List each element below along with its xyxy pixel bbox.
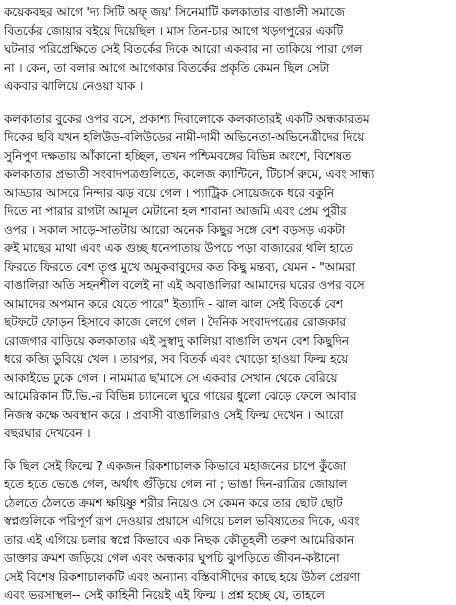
text-line: স্বপ্নগুলিকে পরিপূর্ণ রূপ দেওয়ার প্রয়াসে এগিয়ে চলল ভবিষ্যতের দিকে, এবং xyxy=(4,514,360,528)
paragraph-3 xyxy=(4,457,452,605)
text-line: সুনিপুণ দক্ষতায় আঁকানো হচ্ছিল, তখন পশ্চিমবঙ্গের বিভিন্ন অংশে, বিশেষত xyxy=(4,148,352,163)
text-line: বছরঘার দেখবেন । xyxy=(4,426,91,440)
text-line: কয়েকবছর আগে 'দ্য সিটি অফ্ জয়' সিনেমাটি কলকাতার বাঙালী সমাজে xyxy=(4,5,345,19)
text-line: হতে হতে ভেঙে গেল, অর্থাৎ গুঁড়িয়ে গেল না ; ভাঙা দিন-রাত্রির জোয়াল xyxy=(4,477,348,491)
text-line: দিকের ছবি যখন হলিউড-বলিউডের নামী-দামী অভিনেতা-অভিনেত্রীদের দিয়ে xyxy=(4,130,365,144)
text-line: ঘটনার পরিপ্রেক্ষিতে সেই বিতর্কের দিকে আরো একবার না তাকিয়ে পারা গেল xyxy=(4,42,363,56)
text-line: তার এই এগিয়ে চলার স্বপ্নে কিভাবে এক নিছক কৌতূহলী তরুণ আমেরিকান xyxy=(4,532,355,547)
text-line: ধরে কব্জি ডুবিয়ে খেল । তারপর, সব বিতর্ক এবং খোড়ো হাওয়া ফিল্ম হয়ে xyxy=(4,352,349,366)
text-line: কলকাতার বুকের ওপর বসে, প্রকাশ্য দিবালোকে কলকাতারই একটি অন্ধকারতম xyxy=(4,111,370,126)
text-line: কি ছিল সেই ফিল্মে ? একজন রিকশাচালক কিভাবে মহাজনের চাপে কুঁজো xyxy=(4,458,347,473)
text-line: আড্ডার আসরে নিন্দার ঝড় বয়ে গেল । প্যাট্রিক সোয়েজকে ধরে বকুনি xyxy=(4,185,335,200)
text-line: ঠেলতে ঠেলতে ক্রমশ ক্ষয়িষ্ণু শরীর নিয়েও সে কেমন করে তার ছোট ছোট xyxy=(4,495,343,510)
text-line: সেই বিশেষ রিকশাচালকটি এবং অন্যান্য বস্তিবাসীদের কাছে হয়ে উঠল প্রেরণা xyxy=(4,569,361,584)
text-line: আমাদের অপমান করে যেতে পারে" ইত্যাদি - ঝাল ঝাল সেই বিতর্কে বেশ xyxy=(4,296,343,311)
text-line: আকাইভে ঢুকে গেল । নামমাত্র ছ'মাসে সে একবার সেখান থেকে বেরিয়ে xyxy=(4,370,338,385)
text-line: ডাক্তার ক্রমশ জড়িয়ে গেল এবং অন্ধকার ঘুপচি ঝুপড়িতে জীবন-কষ্টানো xyxy=(4,551,340,565)
text-line: কলকাতার প্রভাতী সংবাদপত্রগুলিতে, কলেজ ক্যান্টিনে, টিচার্স রুমে, এবং সান্ধ্য xyxy=(4,167,375,181)
text-line: নিজস্ব কক্ষে অবস্থান করে । প্রবাসী বাঙালিরাও সেই ফিল্ম দেখেন । আরো xyxy=(4,407,344,422)
text-line: এবং ভরসাস্থল-- সেই কাহিনী নিয়েই এই ফিল্ম । প্রশ্ন হচ্ছে যে, তাহলে xyxy=(4,588,325,602)
text-line: ওপর । সকাল সাড়ে-সাতটায় আরো অনেক কিছুর সঙ্গে বেশ বড়সড় একটা xyxy=(4,222,346,237)
text-line: রোজগার বাড়িয়ে কলকাতার এই সুস্বাদু কালিয়া বাঙালি তখন বেশ কিছুদিন xyxy=(4,333,349,348)
text-line: একবার ঝালিয়ে নেওয়া যাক । xyxy=(4,79,144,93)
text-line: বাঙালিরা অতি সহনশীল বলেই না এই অবাঙালিরা আমাদের ঘরের ওপর বসে xyxy=(4,278,365,292)
paragraph-gap xyxy=(4,443,452,457)
paragraph-2 xyxy=(4,110,452,443)
text-line: ছটফটে ফোড়ন হিসাবে কাজে লেগে গেল । দৈনিক সংবাদপত্রের রোজকার xyxy=(4,315,347,329)
text-line: বিতর্কের জোয়ার বইয়ে দিয়েছিল । মাস তিন-চার আগে খড়গপুরের একটি xyxy=(4,23,343,38)
text-line: না । কেন, তা বলার আগে আগেকার বিতর্কের প্রকৃতি কেমন ছিল সেটা xyxy=(4,60,330,75)
paragraph-gap xyxy=(4,96,452,110)
text-line: ফিরতে ফিরতে বেশ তৃপ্ত মুখে অমুকবাবুদের কত কিছু মন্তব্য, যেমন - "আমরা xyxy=(4,259,356,274)
text-line: দিতে না পারার রাগটা আমূল মেটানো হল শাবানা আজমি এবং প্রেম পুরীর xyxy=(4,204,347,218)
text-line: আমেরিকান টি.ভি.-র বিভিন্ন চ্যানেলে ঘুরে গায়ের ধুলো ঝেড়ে ফেলে আবার xyxy=(4,389,357,403)
text-line: রুই মাছের মাথা এবং এক গুচ্ছ ধনেপাতায় উপচে পড়া বাজারের থলি হাতে xyxy=(4,241,353,255)
paragraph-1 xyxy=(4,3,452,96)
